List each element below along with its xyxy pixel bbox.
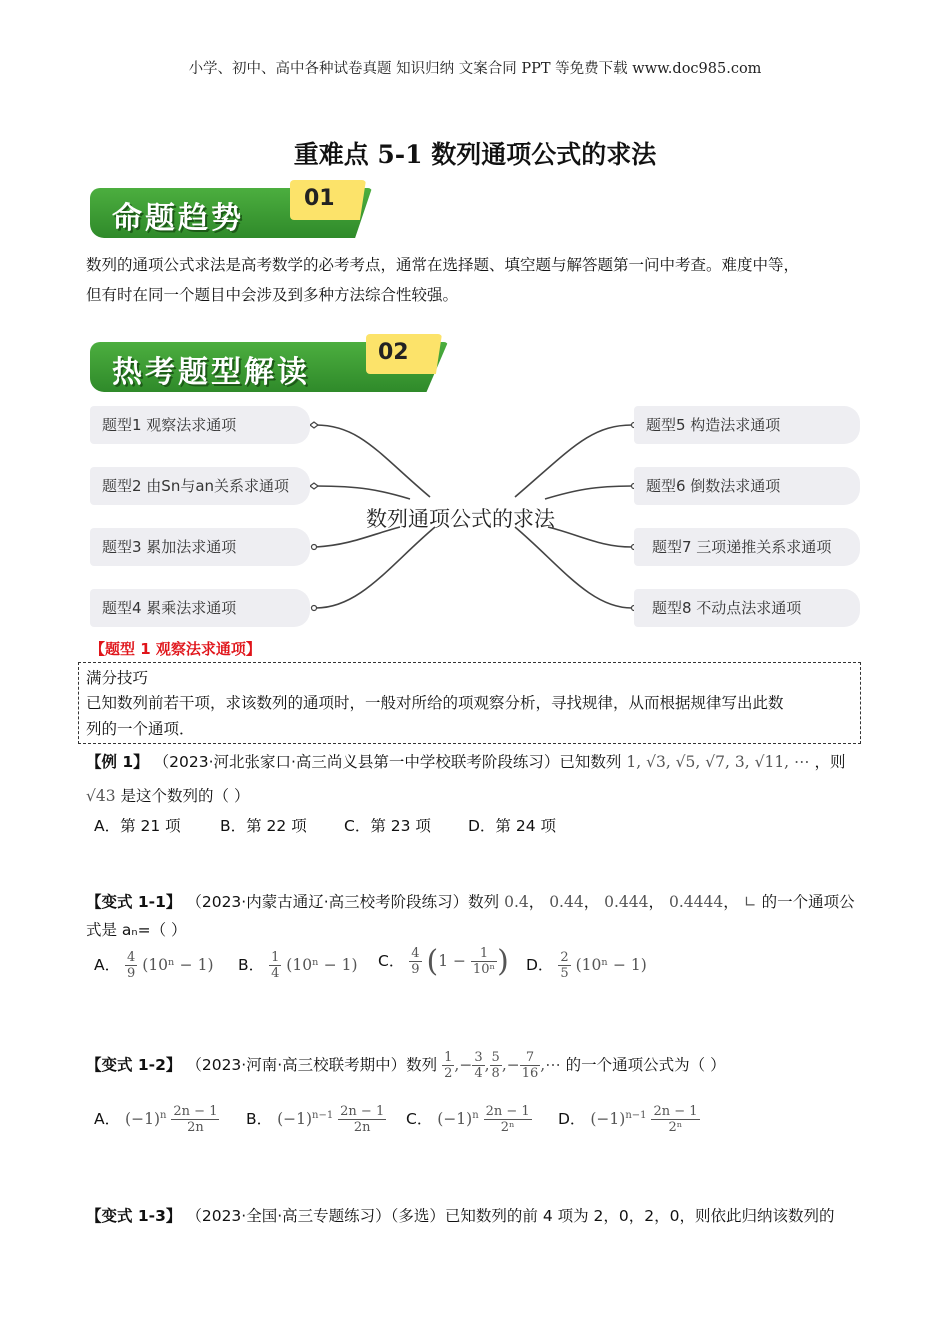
option-label: B． — [246, 1110, 273, 1128]
fraction-denominator: 2n — [353, 1120, 371, 1135]
option-label: A． — [94, 1110, 121, 1128]
fraction — [442, 1050, 454, 1081]
example1-option-b: B．第 22 项 — [220, 817, 307, 835]
fraction-numerator: 2 — [560, 950, 569, 965]
option-expression: (10ⁿ − 1) — [286, 956, 358, 974]
fraction-denominator: 2ⁿ — [500, 1120, 515, 1135]
fraction-numerator: 4 — [411, 946, 420, 961]
fraction-denominator: 16 — [521, 1066, 539, 1081]
option-exponent: n−1 — [625, 1109, 647, 1121]
variant1-option-d — [526, 950, 647, 981]
option-exponent: n — [160, 1109, 167, 1121]
variant1-option-c — [378, 944, 509, 979]
mindmap-item-type8: 题型8 不动点法求通项 — [634, 589, 860, 627]
mindmap-center-topic: 数列通项公式的求法 — [366, 507, 555, 531]
variant2-question: 【变式 1-2】 （2023·河南·高三校联考期中）数列 $\frac{1}{2}$ ,− $\frac{3}{4}$ , $\frac{5}{8}$ ,− $\frac{7}{16}$ ,⋯ 的一个通项公式为（ ） — [86, 1050, 726, 1081]
variant1-term: 0.4 — [504, 893, 529, 911]
section-number: 01 — [304, 186, 335, 211]
mindmap-item-type2: 题型2 由Sn与an关系求通项 — [90, 467, 310, 505]
variant1-option-a — [94, 950, 214, 981]
example1-option-c: C．第 23 项 — [344, 817, 431, 835]
mindmap-item-type5: 题型5 构造法求通项 — [634, 406, 860, 444]
variant2-tail: 的一个通项公式为（ ） — [565, 1056, 726, 1074]
variant1-prefix: 【变式 1-1】 — [86, 893, 182, 911]
section-banner-hot-types — [90, 334, 450, 392]
variant1-term: 0.44 — [549, 893, 584, 911]
mindmap-item-type4: 题型4 累乘法求通项 — [90, 589, 310, 627]
fraction — [490, 1050, 502, 1081]
variant2-option-c — [406, 1104, 532, 1135]
fraction — [171, 1104, 219, 1135]
fraction — [409, 946, 421, 977]
fraction — [558, 950, 570, 981]
variant3-question — [86, 1204, 835, 1226]
fraction-numerator: 3 — [474, 1050, 483, 1065]
variant1-tail: 的一个通项公 — [761, 893, 855, 911]
example1-option-d: D．第 24 项 — [468, 817, 557, 835]
option-label: D． — [558, 1110, 586, 1128]
option-base: (−1) — [590, 1110, 626, 1128]
option-base: (−1) — [277, 1110, 313, 1128]
option-label: D． — [526, 956, 554, 974]
fraction-numerator: 1 — [444, 1050, 453, 1065]
paren-close: ) — [497, 944, 509, 979]
fraction-denominator: 9 — [411, 962, 420, 977]
example1-question-line2 — [86, 784, 249, 806]
fraction-denominator: 8 — [491, 1066, 500, 1081]
variant1-option-b — [238, 950, 358, 981]
tips-line-2: 列的一个通项． — [86, 720, 195, 738]
sign: − — [506, 1056, 520, 1074]
tips-title: 满分技巧 — [86, 669, 149, 687]
variant2-prefix: 【变式 1-2】 — [86, 1056, 182, 1074]
trend-paragraph — [86, 250, 866, 310]
example1-tail: ，则 — [814, 753, 846, 771]
option-expression: (10ⁿ − 1) — [142, 956, 214, 974]
fraction-denominator: 9 — [127, 966, 136, 981]
fraction — [520, 1050, 541, 1081]
option-label: B． — [238, 956, 265, 974]
fraction-denominator: 2n — [187, 1120, 204, 1135]
option-expression: (10ⁿ − 1) — [575, 956, 647, 974]
variant1-term: ∟ — [743, 893, 757, 911]
page-title: 重难点 5-1 数列通项公式的求法 — [293, 140, 657, 169]
example1-sqrt43: √43 — [86, 787, 116, 805]
option-label: C． — [378, 952, 405, 970]
option-base: (−1) — [437, 1110, 473, 1128]
sign: − — [459, 1056, 473, 1074]
fraction-numerator: 7 — [520, 1050, 541, 1066]
fraction-numerator: 2n − 1 — [653, 1104, 698, 1119]
variant2-option-a — [94, 1104, 219, 1135]
option-label: A． — [94, 956, 121, 974]
example1-source: （2023·河北张家口·高三尚义县第一中学校联考阶段练习）已知数列 — [153, 753, 622, 771]
fraction-denominator: 2 — [444, 1066, 453, 1081]
paren-open: ( — [426, 944, 439, 979]
example1-option-a: A．第 21 项 — [94, 817, 181, 835]
section-banner-label: 命题趋势 — [112, 201, 244, 236]
option-exponent: n−1 — [312, 1109, 334, 1121]
fraction-numerator: 2n − 1 — [173, 1104, 218, 1119]
fraction-numerator: 4 — [127, 950, 136, 965]
tips-line-1: 已知数列前若干项，求该数列的通项时，一般对所给的项观察分析，寻找规律，从而根据规律写出此数 — [86, 694, 784, 712]
variant3-prefix: 【变式 1-3】 — [86, 1207, 182, 1225]
section-banner-trend — [90, 180, 375, 238]
fraction — [125, 950, 137, 981]
variant1-question-line2: 式是 aₙ=（ ） — [86, 921, 187, 939]
example1-question-text: 是这个数列的（ ） — [120, 787, 250, 805]
fraction-numerator: 2n − 1 — [340, 1104, 385, 1119]
fraction — [471, 946, 497, 977]
option-label: C． — [406, 1110, 433, 1128]
example1-question — [86, 750, 846, 772]
option-exponent: n — [472, 1109, 479, 1121]
variant1-question: 【变式 1-1】 （2023·内蒙古通辽·高三校考阶段练习）数列 0.4， 0.44， 0.444， 0.4444， ∟ 的一个通项公 — [86, 893, 855, 911]
fraction-numerator: 2n − 1 — [485, 1104, 530, 1119]
fraction-denominator: 4 — [271, 966, 280, 981]
variant1-term: 0.4444 — [668, 893, 724, 911]
type1-heading: 【题型 1 观察法求通项】 — [90, 640, 261, 658]
variant2-source: （2023·河南·高三校联考期中）数列 — [186, 1056, 438, 1074]
fraction — [484, 1104, 532, 1135]
fraction-numerator: 1 — [271, 950, 280, 965]
site-header-banner: 小学、初中、高中各种试卷真题 知识归纳 文案合同 PPT 等免费下载 www.doc985.com — [188, 61, 762, 77]
section-number: 02 — [378, 340, 409, 365]
variant2-option-b — [246, 1104, 386, 1135]
sequence-ellipsis: ,⋯ — [540, 1056, 561, 1074]
fraction-numerator: 1 — [471, 946, 497, 962]
mindmap-item-type3: 题型3 累加法求通项 — [90, 528, 310, 566]
variant2-option-d — [558, 1104, 700, 1135]
variant1-source: （2023·内蒙古通辽·高三校考阶段练习）数列 — [186, 893, 500, 911]
mindmap-item-type6: 题型6 倒数法求通项 — [634, 467, 860, 505]
trend-line-1: 数列的通项公式求法是高考数学的必考考点，通常在选择题、填空题与解答题第一问中考查。难度中等， — [86, 256, 800, 274]
fraction — [269, 950, 281, 981]
fraction-denominator: 10ⁿ — [472, 962, 496, 977]
section-banner-label: 热考题型解读 — [112, 355, 310, 390]
option-base: (−1) — [125, 1110, 160, 1128]
fraction-numerator: 5 — [491, 1050, 500, 1065]
fraction — [651, 1104, 699, 1135]
mindmap-item-type7: 题型7 三项递推关系求通项 — [634, 528, 860, 566]
fraction-denominator: 4 — [474, 1066, 483, 1081]
fraction-denominator: 5 — [560, 966, 569, 981]
variant1-term: 0.444 — [604, 893, 649, 911]
trend-line-2: 但有时在同一个题目中会涉及到多种方法综合性较强。 — [86, 286, 459, 304]
fraction — [472, 1050, 484, 1081]
fraction-denominator: 2ⁿ — [668, 1120, 683, 1135]
example1-sequence: 1, √3, √5, √7, 3, √11, ⋯ — [626, 753, 810, 771]
example1-prefix: 【例 1】 — [86, 753, 149, 771]
mindmap-item-type1: 题型1 观察法求通项 — [90, 406, 310, 444]
variant3-text: （2023·全国·高三专题练习）（多选）已知数列的前 4 项为 2，0，2，0，则依此归纳该数列的 — [186, 1207, 835, 1225]
option-expression: 1 − — [438, 952, 466, 970]
fraction — [338, 1104, 386, 1135]
